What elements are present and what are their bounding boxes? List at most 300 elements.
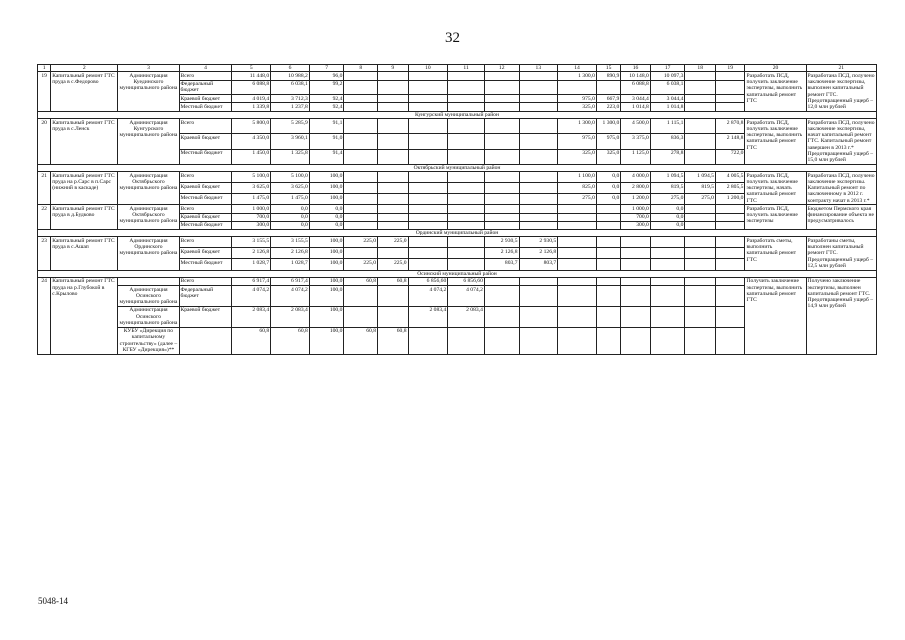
value-cell: 4 005,5	[715, 172, 745, 183]
value-cell	[408, 134, 448, 149]
value-cell	[344, 221, 378, 229]
value-cell	[408, 213, 448, 221]
value-cell	[715, 103, 745, 111]
value-cell	[344, 248, 378, 259]
value-cell	[685, 80, 716, 95]
value-cell: 275,0	[650, 194, 685, 205]
row-number: 22	[38, 205, 51, 230]
funding-source-cell: Местный бюджет	[179, 149, 232, 164]
value-cell	[484, 221, 519, 229]
value-cell	[519, 103, 558, 111]
executing-agency: Администрация Осинского муниципального района	[119, 286, 178, 305]
value-cell	[448, 80, 485, 95]
value-cell	[344, 103, 378, 111]
value-cell	[621, 248, 651, 259]
value-cell: 4 074,2	[448, 286, 485, 307]
value-cell	[519, 327, 558, 354]
value-cell: 2 083,4	[232, 306, 271, 327]
executing-agency: Администрация Осинского муниципального района	[119, 307, 178, 326]
value-cell: 300,0	[232, 221, 271, 229]
value-cell	[344, 149, 378, 164]
value-cell	[408, 183, 448, 194]
value-cell	[685, 134, 716, 149]
value-cell: 1 028,7	[271, 259, 310, 270]
value-cell: 60,8	[378, 327, 409, 354]
program-report-table	[37, 64, 877, 355]
value-cell	[558, 327, 597, 354]
value-cell: 6 088,8	[232, 80, 271, 95]
value-cell: 3 155,5	[271, 237, 310, 248]
value-cell	[685, 327, 716, 354]
value-cell	[378, 183, 409, 194]
value-cell	[596, 205, 620, 213]
object-name: Капитальный ремонт ГТС пруда в с.Ашап	[51, 237, 118, 270]
value-cell	[378, 286, 409, 307]
value-cell: 6 917,4	[232, 277, 271, 285]
planned-result: Получить заключение экспертизы, выполнить капитальный ремонт ГТС	[745, 277, 806, 354]
column-number: 14	[558, 65, 597, 72]
value-cell	[558, 306, 597, 327]
value-cell: 1 339,8	[232, 103, 271, 111]
value-cell: 2 805,5	[715, 183, 745, 194]
value-cell: 975,0	[558, 95, 597, 103]
value-cell	[448, 194, 485, 205]
column-number: 19	[715, 65, 745, 72]
row-number: 20	[38, 119, 51, 165]
value-cell	[685, 205, 716, 213]
value-cell: 0,0	[271, 213, 310, 221]
value-cell	[519, 306, 558, 327]
executing-agency: Администрация Ординского муниципального района	[118, 237, 179, 270]
value-cell	[685, 248, 716, 259]
actual-result: Разработаны сметы, выполнен капитальный ремонт ГТС. Предотвращенный ущерб – 12,5 млн рублей	[806, 237, 876, 270]
value-cell: 278,8	[650, 149, 685, 164]
value-cell	[484, 277, 519, 285]
column-number: 11	[448, 65, 485, 72]
value-cell: 4 074,2	[408, 286, 448, 307]
value-cell	[408, 172, 448, 183]
value-cell: 325,0	[596, 149, 620, 164]
value-cell	[408, 221, 448, 229]
value-cell	[378, 149, 409, 164]
executing-agency: Администрация Октябрьского муниципального района	[118, 172, 179, 205]
value-cell: 4 500,0	[621, 119, 651, 134]
value-cell: 1 475,0	[232, 194, 271, 205]
value-cell: 0,0	[596, 172, 620, 183]
value-cell	[715, 72, 745, 80]
actual-result: Разработана ПСД, получено заключение экспертизы, начат капитальный ремонт ГТС. Капитальный ремонт завершен в 2013 г.* Предотвращенный ущерб – 15,0 млн рублей	[807, 119, 875, 163]
value-cell	[685, 306, 716, 327]
value-cell	[408, 194, 448, 205]
value-cell	[558, 221, 597, 229]
funding-source-cell	[179, 327, 232, 354]
value-cell: 223,0	[596, 103, 620, 111]
value-cell: 1 000,0	[621, 205, 651, 213]
planned-result: Разработать сметы, выполнить капитальный ремонт ГТС	[745, 237, 806, 270]
value-cell: 4 074,2	[271, 286, 310, 307]
value-cell: 2 930,5	[484, 237, 519, 248]
value-cell: 1 094,5	[685, 172, 716, 183]
value-cell	[378, 103, 409, 111]
column-number: 4	[179, 65, 232, 72]
column-number: 2	[51, 65, 118, 72]
value-cell: 1 300,0	[596, 119, 620, 134]
value-cell	[484, 172, 519, 183]
actual-result: Разработана ПСД, получено заключение экспертизы. Капитальный ремонт по заключенному в 2012 г. контракту начат в 2013 г.*	[807, 172, 875, 204]
value-cell: 100,0	[309, 286, 344, 307]
value-cell: 722,0	[715, 149, 745, 164]
value-cell	[344, 80, 378, 95]
value-cell	[558, 205, 597, 213]
district-name: Октябрьский муниципальный район	[38, 164, 877, 171]
value-cell: 1 325,8	[271, 149, 310, 164]
value-cell: 60,8	[378, 277, 409, 285]
value-cell	[378, 72, 409, 80]
value-cell	[484, 327, 519, 354]
funding-source-cell: Краевой бюджет	[179, 213, 232, 221]
value-cell: 6 856,60	[448, 277, 485, 285]
value-cell: 100,0	[309, 172, 344, 183]
value-cell	[685, 277, 716, 285]
executing-agency: КУБУ «Дирекция по капитальному строительству» (далее – КГБУ «Дирекция»)**	[119, 328, 178, 353]
value-cell	[344, 194, 378, 205]
value-cell	[344, 172, 378, 183]
executing-agency	[118, 277, 179, 285]
value-cell: 1 125,0	[621, 149, 651, 164]
value-cell	[519, 194, 558, 205]
value-cell: 0,0	[650, 205, 685, 213]
value-cell: 100,0	[309, 277, 344, 285]
value-cell: 5 800,0	[232, 119, 271, 134]
value-cell	[519, 95, 558, 103]
value-cell	[378, 205, 409, 213]
value-cell	[378, 306, 409, 327]
value-cell	[408, 95, 448, 103]
value-cell: 91,4	[309, 149, 344, 164]
value-cell	[484, 306, 519, 327]
value-cell	[685, 213, 716, 221]
value-cell	[408, 205, 448, 213]
value-cell	[715, 221, 745, 229]
value-cell	[448, 205, 485, 213]
value-cell	[685, 119, 716, 134]
value-cell	[519, 134, 558, 149]
value-cell	[685, 221, 716, 229]
value-cell	[344, 119, 378, 134]
value-cell	[558, 213, 597, 221]
district-section-row	[38, 270, 877, 277]
value-cell: 700,0	[232, 213, 271, 221]
value-cell	[484, 103, 519, 111]
value-cell: 92,4	[309, 95, 344, 103]
value-cell	[685, 72, 716, 80]
column-number: 20	[745, 65, 806, 72]
value-cell	[715, 286, 745, 307]
value-cell: 6 038,1	[650, 80, 685, 95]
value-cell	[448, 172, 485, 183]
value-cell: 100,0	[309, 306, 344, 327]
funding-source-cell: Краевой бюджет	[179, 183, 232, 194]
value-cell: 5 100,0	[232, 172, 271, 183]
value-cell	[484, 95, 519, 103]
value-cell: 2 083,4	[271, 306, 310, 327]
district-name: Кунгурский муниципальный район	[38, 111, 877, 118]
value-cell: 225,0	[344, 259, 378, 270]
value-cell: 1 237,8	[271, 103, 310, 111]
value-cell: 5 285,9	[271, 119, 310, 134]
value-cell	[378, 80, 409, 95]
value-cell	[519, 183, 558, 194]
value-cell	[378, 134, 409, 149]
planned-result: Разработать ПСД, получить заключение экспертизы, выполнить капитальный ремонт ГТС	[745, 72, 806, 112]
value-cell	[378, 172, 409, 183]
actual-result: Получено заключение экспертизы, выполнен капитальный ремонт ГТС. Предотвращенный ущерб – 14,9 млн рублей	[806, 277, 876, 354]
value-cell: 1 450,0	[232, 149, 271, 164]
funding-source-cell: Всего	[179, 237, 232, 248]
value-cell	[448, 72, 485, 80]
value-cell: 1 115,1	[650, 119, 685, 134]
value-cell: 10 097,3	[650, 72, 685, 80]
value-cell: 2 126,8	[484, 248, 519, 259]
table-row	[38, 277, 877, 285]
table-row	[38, 205, 877, 213]
value-cell: 2 126,8	[271, 248, 310, 259]
value-cell	[621, 306, 651, 327]
funding-source-cell: Местный бюджет	[179, 259, 232, 270]
funding-source-cell: Краевой бюджет	[179, 95, 232, 103]
value-cell	[596, 286, 620, 307]
value-cell: 803,7	[519, 259, 558, 270]
value-cell: 1 100,0	[558, 172, 597, 183]
value-cell: 100,0	[309, 194, 344, 205]
value-cell	[408, 119, 448, 134]
value-cell	[484, 149, 519, 164]
value-cell: 2 126,8	[232, 248, 271, 259]
value-cell: 3 044,4	[650, 95, 685, 103]
value-cell: 4 019,4	[232, 95, 271, 103]
value-cell: 10 148,0	[621, 72, 651, 80]
value-cell	[378, 248, 409, 259]
value-cell	[408, 72, 448, 80]
row-number: 21	[38, 172, 51, 205]
value-cell: 0,0	[596, 194, 620, 205]
executing-agency: Администрация Октябрьского муниципального района	[118, 205, 179, 230]
value-cell	[715, 306, 745, 327]
funding-source-cell: Федеральный бюджет	[179, 286, 232, 307]
column-number: 3	[118, 65, 179, 72]
row-number: 24	[38, 277, 51, 354]
value-cell: 91,0	[309, 134, 344, 149]
value-cell: 225,0	[344, 237, 378, 248]
value-cell	[448, 183, 485, 194]
value-cell	[596, 259, 620, 270]
table-row	[38, 72, 877, 80]
value-cell: 3 960,1	[271, 134, 310, 149]
value-cell	[558, 259, 597, 270]
value-cell	[484, 286, 519, 307]
value-cell	[344, 95, 378, 103]
executing-agency: Администрация Куединского муниципального района	[118, 72, 179, 112]
column-number: 17	[650, 65, 685, 72]
value-cell	[448, 103, 485, 111]
value-cell	[378, 119, 409, 134]
column-number: 13	[519, 65, 558, 72]
value-cell	[596, 277, 620, 285]
value-cell	[344, 134, 378, 149]
value-cell	[484, 213, 519, 221]
value-cell	[448, 213, 485, 221]
value-cell: 0,0	[309, 213, 344, 221]
value-cell: 6 917,4	[271, 277, 310, 285]
value-cell	[650, 327, 685, 354]
value-cell: 3 375,0	[621, 134, 651, 149]
value-cell	[715, 327, 745, 354]
value-cell: 60,8	[344, 277, 378, 285]
value-cell	[519, 221, 558, 229]
value-cell: 2 126,8	[519, 248, 558, 259]
funding-source-cell: Краевой бюджет	[179, 306, 232, 327]
value-cell: 6 088,8	[621, 80, 651, 95]
value-cell: 6 856,60	[408, 277, 448, 285]
value-cell	[621, 286, 651, 307]
value-cell: 1 300,0	[558, 72, 597, 80]
value-cell: 825,0	[558, 183, 597, 194]
value-cell: 0,0	[271, 205, 310, 213]
column-number: 15	[596, 65, 620, 72]
value-cell: 100,0	[309, 248, 344, 259]
value-cell	[715, 80, 745, 95]
value-cell: 2 800,0	[621, 183, 651, 194]
funding-source-cell: Всего	[179, 172, 232, 183]
value-cell: 275,0	[558, 194, 597, 205]
column-number-row	[38, 65, 877, 72]
value-cell	[378, 194, 409, 205]
actual-result: Разработана ПСД, получено заключение экспертизы, выполнен капитальный ремонт ГТС. Предотвращенный ущерб – 12,0 млн рублей	[807, 72, 875, 110]
funding-source-cell: Местный бюджет	[179, 221, 232, 229]
value-cell: 700,0	[621, 213, 651, 221]
funding-source-cell: Краевой бюджет	[179, 134, 232, 149]
value-cell: 100,0	[309, 237, 344, 248]
column-number: 21	[806, 65, 876, 72]
funding-source-cell: Всего	[179, 119, 232, 134]
page-number: 32	[445, 30, 460, 46]
funding-source-cell: Краевой бюджет	[179, 248, 232, 259]
value-cell	[519, 80, 558, 95]
value-cell: 1 200,0	[715, 194, 745, 205]
value-cell	[378, 213, 409, 221]
value-cell: 2 930,5	[519, 237, 558, 248]
value-cell: 100,0	[309, 327, 344, 354]
value-cell: 667,9	[596, 95, 620, 103]
value-cell	[408, 259, 448, 270]
value-cell	[484, 72, 519, 80]
column-number: 1	[38, 65, 51, 72]
value-cell: 60,8	[232, 327, 271, 354]
column-number: 7	[309, 65, 344, 72]
value-cell: 1 028,7	[232, 259, 271, 270]
value-cell: 1 014,8	[621, 103, 651, 111]
value-cell: 2 083,4	[408, 306, 448, 327]
value-cell	[344, 183, 378, 194]
value-cell	[344, 306, 378, 327]
value-cell: 2 083,4	[448, 306, 485, 327]
value-cell	[408, 103, 448, 111]
value-cell: 10 988,2	[271, 72, 310, 80]
value-cell: 100,0	[309, 183, 344, 194]
value-cell	[484, 119, 519, 134]
value-cell	[715, 248, 745, 259]
row-number: 19	[38, 72, 51, 112]
value-cell	[685, 259, 716, 270]
value-cell	[596, 306, 620, 327]
value-cell	[685, 95, 716, 103]
object-name: Капитальный ремонт ГТС пруда в с.Федорово	[51, 72, 118, 112]
value-cell	[621, 259, 651, 270]
value-cell	[596, 248, 620, 259]
value-cell: 0,0	[309, 221, 344, 229]
value-cell	[715, 213, 745, 221]
row-number: 23	[38, 237, 51, 270]
column-number: 5	[232, 65, 271, 72]
value-cell	[650, 259, 685, 270]
executing-agency: Администрация Кунгурского муниципального района	[118, 119, 179, 165]
value-cell: 96,0	[309, 72, 344, 80]
value-cell: 0,0	[650, 221, 685, 229]
table-row	[38, 119, 877, 134]
value-cell	[378, 95, 409, 103]
column-number: 12	[484, 65, 519, 72]
value-cell	[484, 80, 519, 95]
value-cell	[596, 237, 620, 248]
value-cell	[685, 103, 716, 111]
district-section-row	[38, 230, 877, 237]
value-cell	[448, 259, 485, 270]
value-cell	[448, 95, 485, 103]
value-cell: 4 074,2	[232, 286, 271, 307]
value-cell: 1 094,5	[650, 172, 685, 183]
value-cell: 0,0	[271, 221, 310, 229]
value-cell: 6 038,1	[271, 80, 310, 95]
value-cell: 836,3	[650, 134, 685, 149]
value-cell	[519, 286, 558, 307]
value-cell	[344, 205, 378, 213]
value-cell	[378, 221, 409, 229]
value-cell: 1 475,0	[271, 194, 310, 205]
value-cell: 1 200,0	[621, 194, 651, 205]
funding-source-cell: Федеральный бюджет	[179, 80, 232, 95]
value-cell	[484, 134, 519, 149]
planned-result: Разработать ПСД, получить заключение экспертизы, выполнить капитальный ремонт ГТС	[745, 119, 806, 165]
value-cell: 3 625,0	[271, 183, 310, 194]
value-cell	[448, 119, 485, 134]
object-name: Капитальный ремонт ГТС пруда в д.Будково	[51, 205, 118, 230]
value-cell	[715, 95, 745, 103]
column-number: 6	[271, 65, 310, 72]
value-cell	[650, 248, 685, 259]
value-cell: 975,0	[596, 134, 620, 149]
value-cell	[596, 327, 620, 354]
funding-source-cell: Всего	[179, 277, 232, 285]
value-cell: 0,0	[309, 205, 344, 213]
value-cell	[484, 205, 519, 213]
value-cell: 0,0	[650, 213, 685, 221]
footer-code: 5048-14	[38, 596, 68, 606]
value-cell	[448, 327, 485, 354]
value-cell	[650, 286, 685, 307]
value-cell: 91,1	[309, 119, 344, 134]
value-cell	[621, 277, 651, 285]
value-cell: 325,0	[558, 103, 597, 111]
